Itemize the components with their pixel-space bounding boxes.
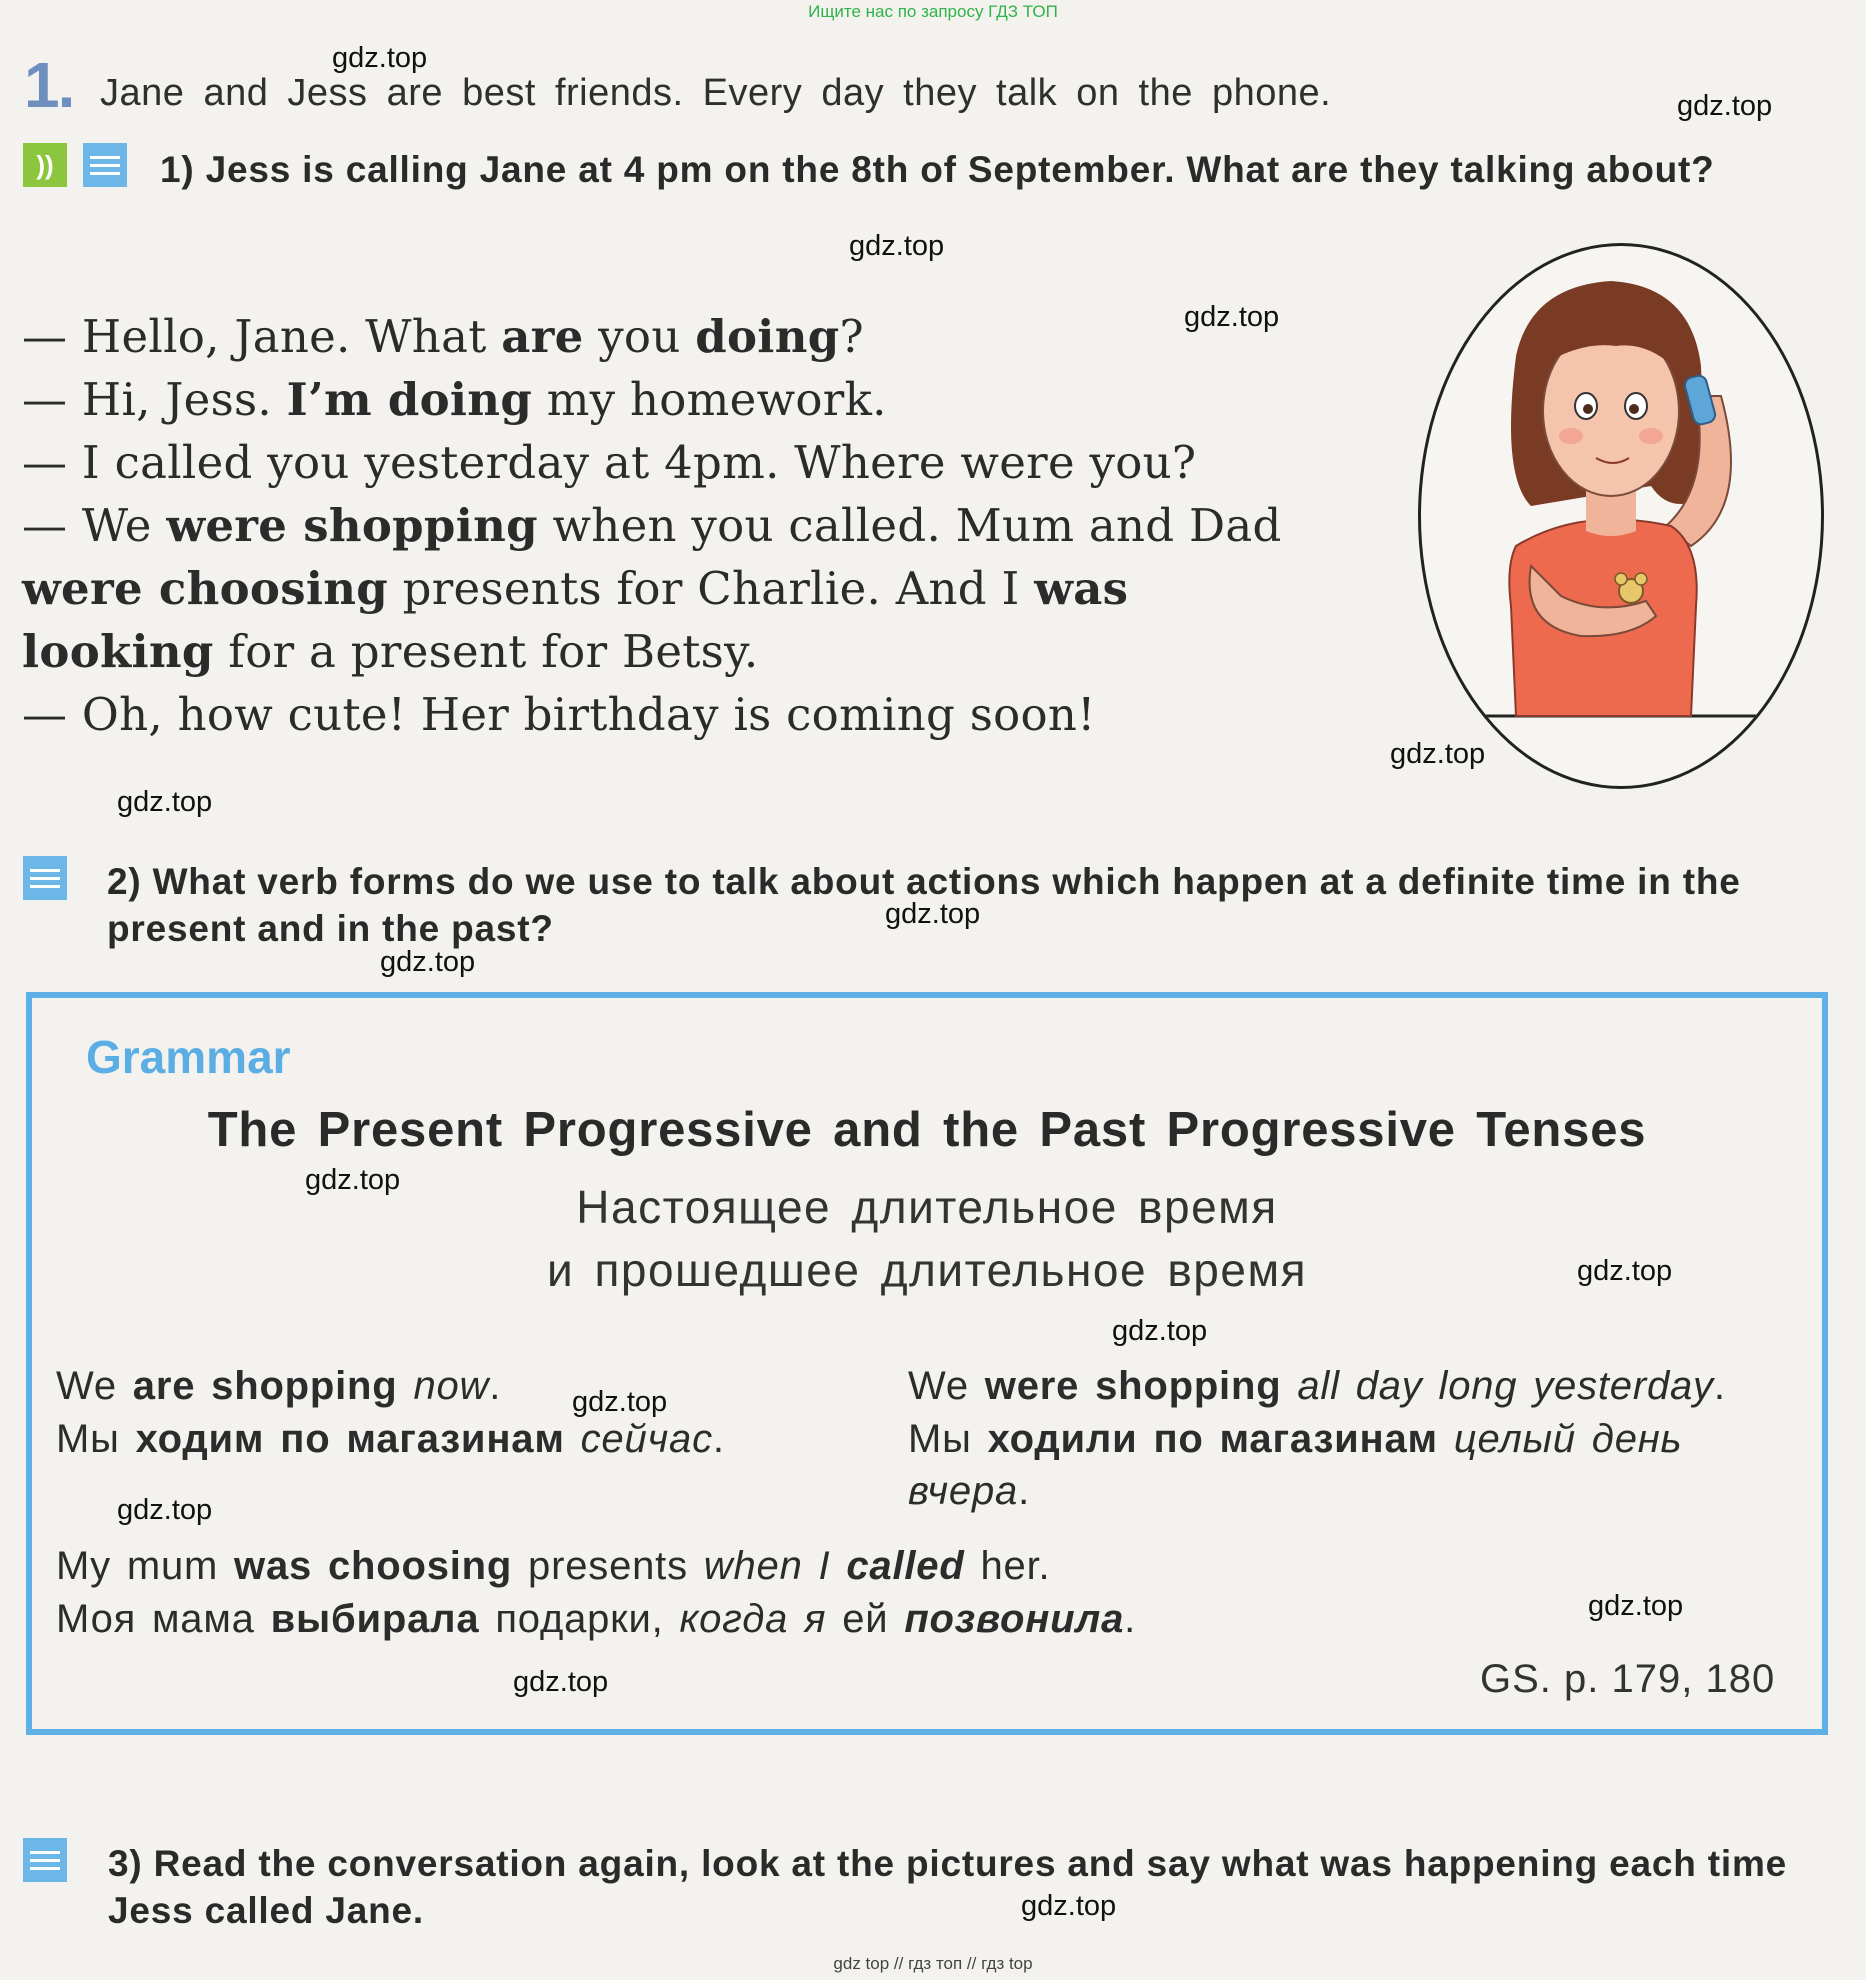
example-2-english: We were shopping all day long yesterday. — [908, 1364, 1726, 1408]
top-banner[interactable]: Ищите нас по запросу ГДЗ ТОП — [808, 2, 1058, 21]
watermark: gdz.top — [117, 786, 213, 818]
grammar-label: Grammar — [86, 1031, 291, 1083]
example-1-russian: Мы ходим по магазинам сейчас. — [56, 1417, 725, 1461]
watermark: gdz.top — [1677, 90, 1773, 122]
girl-on-phone-illustration — [1418, 243, 1824, 789]
watermark: gdz.top — [513, 1666, 609, 1698]
dialogue-line-1: — Hello, Jane. What are you doing? — [22, 310, 864, 363]
document-icon[interactable] — [23, 856, 67, 900]
watermark: gdz.top — [1021, 1890, 1117, 1922]
example-3-english: My mum was choosing presents when I called her. — [56, 1544, 1051, 1588]
task-2: 2) What verb forms do we use to talk about actions which happen at a definite time in the present and in the past? — [107, 861, 1741, 949]
watermark: gdz.top — [1577, 1255, 1673, 1287]
girl-on-phone-image — [1421, 246, 1821, 786]
watermark: gdz.top — [1184, 301, 1280, 333]
bottom-banner[interactable]: gdz top // гдз топ // гдз top — [833, 1954, 1033, 1973]
grammar-subtitle-2: и прошедшее длительное время — [547, 1244, 1307, 1296]
example-2-russian: Мы ходили по магазинам целый день вчера. — [908, 1417, 1683, 1513]
document-icon[interactable] — [83, 143, 127, 187]
document-icon[interactable] — [23, 1838, 67, 1882]
exercise-intro: Jane and Jess are best friends. Every day they talk on the phone. — [100, 72, 1332, 114]
watermark: gdz.top — [305, 1164, 401, 1196]
grammar-title: The Present Progressive and the Past Progressive Tenses — [207, 1103, 1647, 1157]
dialogue-line-3: — I called you yesterday at 4pm. Where were you? — [22, 436, 1197, 489]
grammar-reference: GS. p. 179, 180 — [1480, 1657, 1776, 1701]
task-3: 3) Read the conversation again, look at the pictures and say what was happening each time Jess called Jane. — [108, 1843, 1788, 1931]
dialogue-line-4: — We were shopping when you called. Mum and Dad were choosing presents for Charlie. And I was looking for a present for Betsy. — [22, 499, 1282, 678]
dialogue — [22, 305, 1312, 746]
dialogue-line-5: — Oh, how cute! Her birthday is coming soon! — [22, 688, 1096, 741]
example-3-russian: Моя мама выбирала подарки, когда я ей позвонила. — [56, 1597, 1137, 1641]
watermark: gdz.top — [332, 42, 428, 74]
audio-icon[interactable]: )) — [23, 143, 67, 187]
watermark: gdz.top — [117, 1494, 213, 1526]
watermark: gdz.top — [1588, 1590, 1684, 1622]
watermark: gdz.top — [849, 230, 945, 262]
grammar-subtitle-1: Настоящее длительное время — [576, 1181, 1278, 1233]
watermark: gdz.top — [885, 898, 981, 930]
exercise-number: 1. — [24, 49, 74, 121]
dialogue-line-2: — Hi, Jess. I’m doing my homework. — [22, 373, 887, 426]
watermark: gdz.top — [1390, 738, 1486, 770]
watermark: gdz.top — [572, 1386, 668, 1418]
example-1-english: We are shopping now. — [56, 1364, 502, 1408]
watermark: gdz.top — [380, 946, 476, 978]
watermark: gdz.top — [1112, 1315, 1208, 1347]
task-1: 1) Jess is calling Jane at 4 pm on the 8th of September. What are they talking about? — [160, 149, 1715, 190]
